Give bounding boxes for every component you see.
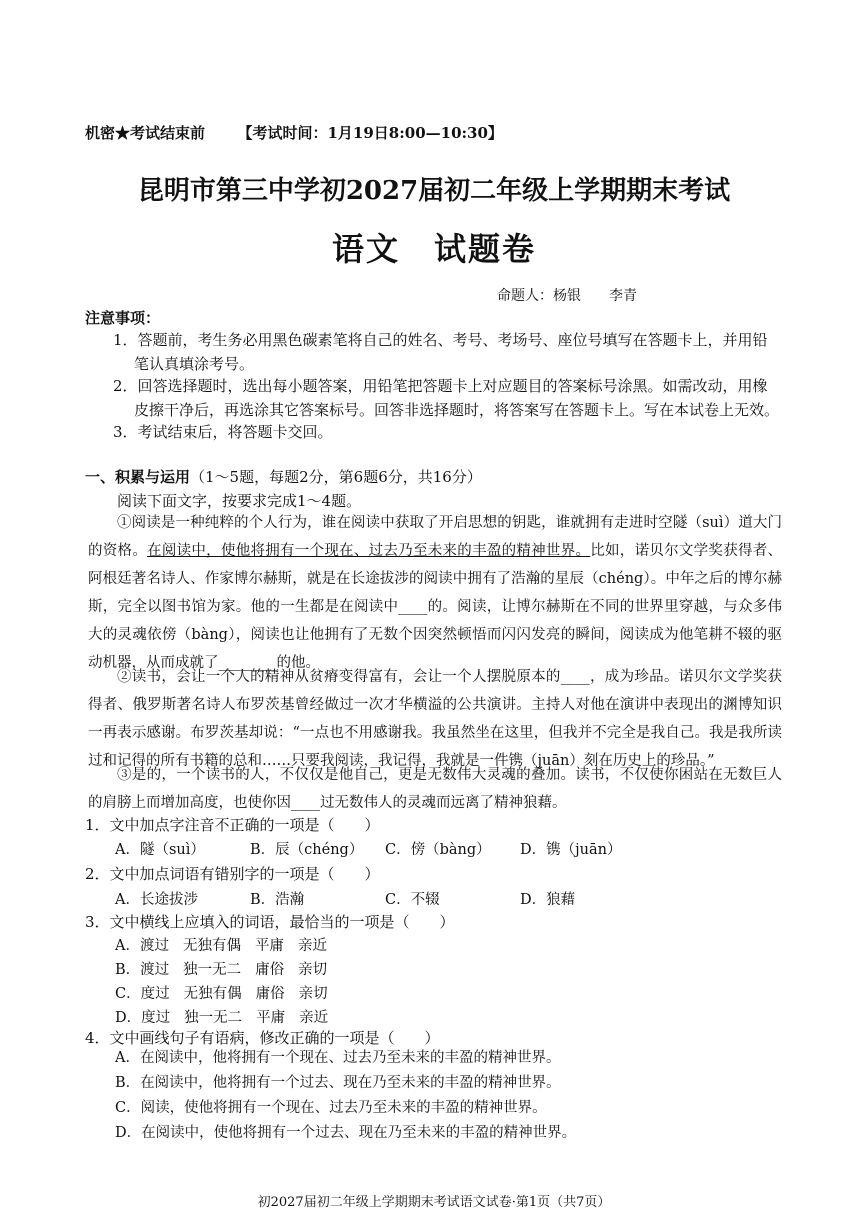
question-2-options	[115, 888, 655, 909]
cell: 亲近	[299, 1010, 329, 1026]
option-c: C．傍（bàng）	[385, 842, 491, 858]
section-intro: 阅读下面文字，按要求完成1～4题。	[117, 492, 362, 510]
p2-text-b: ，成为珍品。诺贝尔文学奖获得者、俄罗斯著名诗人布罗茨基曾经做过一次才华横溢的公共演讲。主持人对他在演讲中表现出的渊博知识一再表示感谢。布罗茨基却说：“一点也不用感谢我。我虽然坐在这里，但我并不完全是我自己。我是我所读过和记得的所有书籍的总和……只要我阅读，我记得，我就是一件镌（juān）刻在历史上的珍品。”	[88, 669, 782, 769]
cell: 亲近	[297, 938, 327, 954]
cell: B．渡过	[115, 962, 170, 978]
note-2-first: 2．回答选择题时，选出每小题答案，用铅笔把答题卡上对应题目的答案标号涂黑。如需改动，用橡	[113, 377, 768, 395]
note-1-first: 1．答题前，考生务必用黑色碳素笔将自己的姓名、考号、考场号、座位号填写在答题卡上，并用铅	[113, 331, 768, 349]
page-footer: 初2027届初二年级上学期期末考试语文试卷·第1页（共7页）	[257, 1195, 611, 1210]
cell: 独一无二	[184, 1010, 243, 1026]
blank-3: ____	[560, 669, 590, 685]
p1-text-a: ①阅读是一种纯粹的个人行为，谁在阅读中获取了开启思想的钥匙，谁就拥有走进时空隧（suì）道大门的资格。	[88, 515, 782, 559]
option-d: D．镌（juān）	[520, 842, 622, 858]
question-1-stem: 1．文中加点字注音不正确的一项是（ ）	[85, 816, 380, 834]
underlined-sentence: 在阅读中，使他将拥有一个现在、过去乃至未来的丰盈的精神世界。	[147, 543, 591, 559]
p1-text-b: 比如，诺贝尔文学奖获得者、阿根廷著名诗人、作家博尔赫斯，就是在长途拔涉的阅读中拥有了浩瀚的星辰（chéng）。中年之后的博尔赫斯，完全以图书馆为家。他的一生都是在阅读中	[88, 543, 783, 615]
option-d: D．在阅读中，使他将拥有一个过去、现在乃至未来的丰盈的精神世界。	[115, 1125, 577, 1141]
question-1-options	[115, 838, 655, 859]
option-c: C．不辍	[385, 892, 440, 908]
option-b: B．浩瀚	[250, 892, 305, 908]
exam-header	[85, 122, 503, 143]
passage-paragraph-3	[88, 761, 782, 817]
authors: 命题人：杨银 李青	[497, 288, 637, 304]
cell: A．渡过	[115, 938, 169, 954]
question-3-options	[115, 934, 342, 1030]
question-4-stem: 4．文中画线句子有语病，修改正确的一项是（ ）	[85, 1029, 440, 1047]
passage-paragraph-1	[88, 509, 782, 677]
security-label: 机密★考试结束前	[85, 124, 206, 142]
cell: 独一无二	[183, 962, 242, 978]
cell: 庸俗	[255, 986, 285, 1002]
note-item	[113, 420, 333, 444]
p1-text-d: 的他。	[276, 655, 320, 671]
option-a: A．隧（suì）	[115, 842, 205, 858]
blank-2: ________	[218, 655, 277, 671]
option-a: A．长途拔涉	[115, 892, 198, 908]
cell: D．度过	[115, 1010, 171, 1026]
note-1-cont: 笔认真填涂考号。	[134, 355, 255, 373]
question-2-stem: 2．文中加点词语有错别字的一项是（ ）	[85, 865, 380, 883]
cell: 亲切	[298, 962, 328, 978]
option-b: B．辰（chéng）	[250, 842, 364, 858]
cell: 无独有偶	[183, 986, 242, 1002]
section-heading	[85, 466, 482, 487]
question-3-stem: 3．文中横线上应填入的词语，最恰当的一项是（ ）	[85, 913, 455, 931]
cell: C．度过	[115, 986, 170, 1002]
cell: 庸俗	[255, 962, 285, 978]
cell: 无独有偶	[182, 938, 241, 954]
option-row	[115, 982, 342, 1006]
note-3-first: 3．考试结束后，将答题卡交回。	[113, 423, 333, 441]
option-c: C．阅读，使他将拥有一个现在、过去乃至未来的丰盈的精神世界。	[115, 1100, 547, 1116]
option-b: B．在阅读中，他将拥有一个过去、现在乃至未来的丰盈的精神世界。	[115, 1075, 561, 1091]
blank-4: ____	[291, 795, 320, 811]
p1-text-c: 的。阅读，让博尔赫斯在不同的世界里穿越，与众多伟大的灵魂依傍（bàng），阅读也让他拥有了无数个因突然顿悟而闪闪发亮的瞬间，阅读成为他笔耕不辍的驱动机器，从而成就了	[88, 599, 783, 671]
option-d: D．狼藉	[520, 892, 576, 908]
exam-title: 昆明市第三中学初2027届初二年级上学期期末考试	[137, 176, 731, 206]
option-row	[115, 958, 342, 982]
exam-time: 【考试时间：1月19日8:00—10:30】	[237, 124, 503, 142]
exam-subtitle: 语文 试题卷	[331, 230, 536, 268]
note-item	[113, 374, 779, 422]
section-title: 一、积累与运用	[85, 468, 191, 486]
p2-text-a: ②读书，会让一个人的精神从贫瘠变得富有，会让一个人摆脱原本的	[117, 669, 561, 685]
cell: 平庸	[256, 1010, 286, 1026]
note-2-cont: 皮擦干净后，再选涂其它答案标号。回答非选择题时，将答案写在答题卡上。写在本试卷上无效。	[134, 401, 780, 419]
p3-text-b: 过无数伟人的灵魂而远离了精神狼藉。	[320, 795, 567, 811]
section-meta: （1～5题，每题2分，第6题6分，共16分）	[190, 468, 482, 486]
option-a: A．在阅读中，他将拥有一个现在、过去乃至未来的丰盈的精神世界。	[115, 1050, 561, 1066]
question-4-options	[115, 1046, 576, 1146]
note-item	[113, 328, 768, 376]
notes-heading: 注意事项：	[85, 309, 161, 327]
passage-paragraph-2	[88, 663, 782, 775]
p3-text-a: ③是的，一个读书的人，不仅仅是他自己，更是无数伟大灵魂的叠加。读书，不仅使你困站在无数巨人的肩膀上而增加高度，也使你因	[88, 767, 782, 811]
blank-1: ____	[398, 599, 428, 615]
cell: 亲切	[298, 986, 328, 1002]
cell: 平庸	[254, 938, 284, 954]
option-row	[115, 934, 342, 958]
